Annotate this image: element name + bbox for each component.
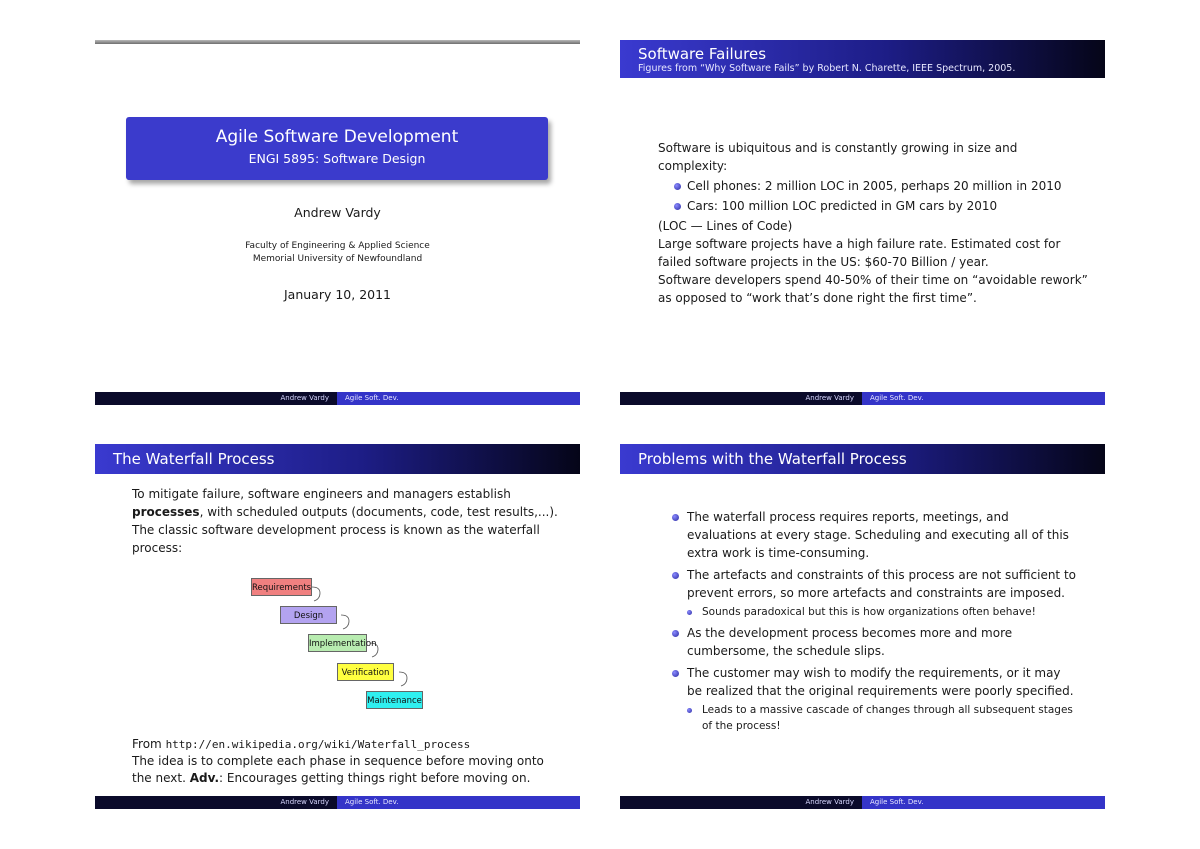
sub-list — [687, 604, 1077, 620]
list-item — [672, 508, 1077, 562]
faculty-name: Faculty of Engineering & Applied Science — [245, 241, 430, 251]
bullet-list — [658, 177, 1088, 215]
processes-term: processes — [132, 505, 200, 519]
failure-rate-text: Large software projects have a high failure rate. Estimated cost for failed software projects in the US: $60-70 Billion / year. — [658, 237, 1061, 269]
sub-item: Leads to a massive cascade of changes through all subsequent stages of the process! — [687, 702, 1077, 734]
connector-arrow — [312, 587, 320, 601]
presentation-subtitle: ENGI 5895: Software Design — [248, 151, 426, 166]
list-item — [672, 624, 1077, 660]
list-item — [672, 664, 1077, 734]
footer-short-title: Agile Soft. Dev. — [862, 796, 1105, 809]
slide-title: The Waterfall Process — [113, 450, 275, 468]
connector-arrow — [399, 672, 407, 686]
institution — [95, 240, 580, 266]
footer-author: Andrew Vardy — [95, 392, 337, 405]
footer-author: Andrew Vardy — [620, 392, 862, 405]
stage-design — [280, 606, 337, 624]
slide-footer — [620, 796, 1105, 809]
from-label: From — [132, 737, 162, 751]
footer-short-title: Agile Soft. Dev. — [337, 392, 580, 405]
stage-maintenance — [366, 691, 423, 709]
source-line — [132, 736, 562, 753]
item-text: As the development process becomes more and more cumbersome, the schedule slips. — [687, 626, 1013, 658]
top-rule — [95, 40, 580, 44]
item-text: The customer may wish to modify the requirements, or it may be realized that the original requirements were poorly specified. — [687, 666, 1074, 698]
intro-text: Software is ubiquitous and is constantly growing in size and complexity: — [658, 141, 1018, 173]
slide-tail-text — [132, 736, 562, 787]
slide-title — [95, 40, 580, 405]
slide-header — [620, 444, 1105, 474]
presentation-date: January 10, 2011 — [283, 287, 392, 302]
sub-item: Sounds paradoxical but this is how organizations often behave! — [687, 604, 1077, 620]
intro-text-cont: , with scheduled outputs (documents, code, test results,...). The classic software development process is known as the waterfall process: — [132, 505, 558, 555]
slide-body — [658, 139, 1088, 307]
footer-short-title: Agile Soft. Dev. — [862, 392, 1105, 405]
slide-software-failures — [620, 40, 1105, 405]
list-item: Cars: 100 million LOC predicted in GM cars by 2010 — [658, 197, 1088, 215]
stage-label: Design — [293, 611, 324, 621]
stage-requirements — [251, 578, 312, 596]
footer-author: Andrew Vardy — [95, 796, 337, 809]
item-text: The waterfall process requires reports, meetings, and evaluations at every stage. Scheduling and executing all of this extra work is time-consuming. — [687, 510, 1069, 560]
slide-title: Problems with the Waterfall Process — [638, 450, 907, 468]
list-item: Cell phones: 2 million LOC in 2005, perhaps 20 million in 2010 — [658, 177, 1088, 195]
title-box — [126, 117, 548, 180]
university-name: Memorial University of Newfoundland — [252, 254, 423, 264]
stage-label: Implementation — [309, 639, 377, 649]
connector-arrow — [341, 615, 349, 629]
author-name: Andrew Vardy — [294, 205, 381, 220]
slide-footer — [95, 392, 580, 405]
slide-footer — [620, 392, 1105, 405]
loc-note: (LOC — Lines of Code) — [658, 219, 793, 233]
stage-label: Maintenance — [367, 696, 422, 706]
source-url[interactable]: http://en.wikipedia.org/wiki/Waterfall_process — [165, 738, 471, 751]
slide-footer — [95, 796, 580, 809]
slide-waterfall-problems — [620, 444, 1105, 809]
footer-short-title: Agile Soft. Dev. — [337, 796, 580, 809]
sub-list — [687, 702, 1077, 734]
adv-text: : Encourages getting things right before moving on. — [219, 771, 531, 785]
adv-label: Adv. — [189, 771, 220, 785]
stage-label: Requirements — [252, 583, 312, 593]
slide-waterfall-process — [95, 444, 580, 809]
stage-verification — [337, 663, 394, 681]
list-item — [672, 566, 1077, 620]
item-text: The artefacts and constraints of this process are not sufficient to prevent errors, so more artefacts and constraints are imposed. — [687, 568, 1076, 600]
presentation-title: Agile Software Development — [215, 127, 459, 147]
slide-subtitle: Figures from “Why Software Fails” by Robert N. Charette, IEEE Spectrum, 2005. — [638, 63, 1016, 74]
slide-header — [620, 40, 1105, 78]
footer-author: Andrew Vardy — [620, 796, 862, 809]
bullet-list — [672, 508, 1077, 734]
stage-implementation — [308, 634, 377, 652]
stage-label: Verification — [341, 668, 390, 678]
intro-text: To mitigate failure, software engineers and managers establish — [132, 487, 511, 501]
slide-title: Software Failures — [638, 45, 767, 63]
idea-text — [132, 753, 562, 787]
rework-text: Software developers spend 40-50% of their time on “avoidable rework” as opposed to “work that’s done right the first time”. — [658, 273, 1088, 305]
slide-body — [672, 506, 1077, 738]
idea-sentence: The idea is to complete each phase in sequence before moving onto the next. — [132, 754, 544, 785]
